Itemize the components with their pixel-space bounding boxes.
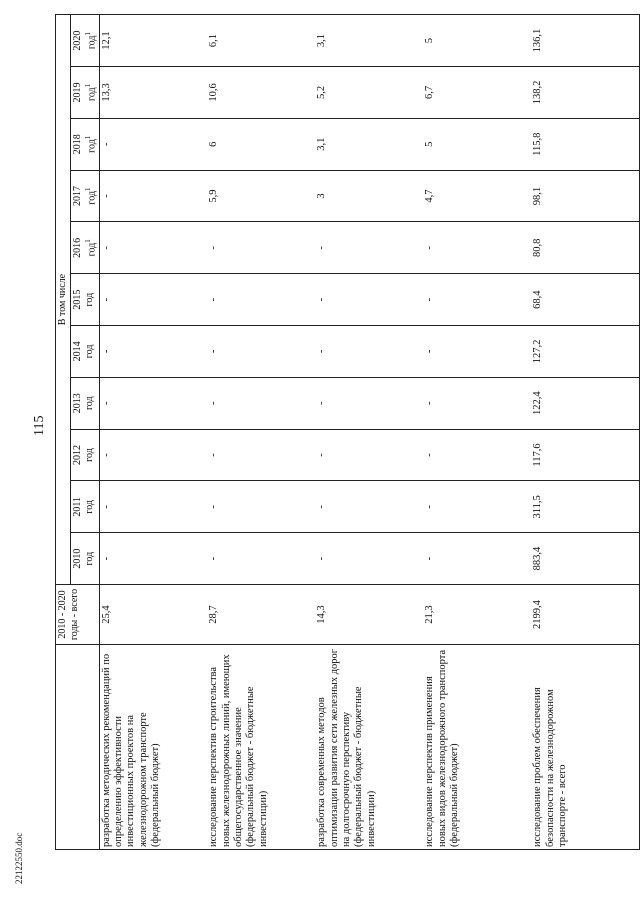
header-year-unit: год bbox=[83, 292, 95, 307]
header-year bbox=[70, 326, 99, 378]
row-year-value: 5 bbox=[423, 15, 531, 67]
row-year-value: - bbox=[423, 222, 531, 274]
row-year-value: 883,4 bbox=[531, 533, 639, 585]
row-year-value: - bbox=[99, 118, 207, 170]
row-total: 2199,4 bbox=[531, 585, 639, 645]
table-row bbox=[423, 15, 531, 850]
row-year-value: - bbox=[207, 326, 315, 378]
row-year-value: - bbox=[99, 326, 207, 378]
header-year-unit: год bbox=[85, 87, 97, 102]
row-year-value: - bbox=[423, 377, 531, 429]
header-year bbox=[70, 533, 99, 585]
header-year-value: 2018 bbox=[71, 134, 83, 155]
header-year-footnote: 1 bbox=[83, 187, 92, 191]
header-year-value: 2012 bbox=[71, 445, 83, 466]
row-year-value: 13,3 bbox=[99, 67, 207, 119]
table-body bbox=[99, 15, 639, 850]
table-row bbox=[207, 15, 315, 850]
funding-table bbox=[55, 14, 640, 850]
row-year-value: - bbox=[99, 222, 207, 274]
row-total: 28,7 bbox=[207, 585, 315, 645]
row-year-value: 80,8 bbox=[531, 222, 639, 274]
header-year-unit: год bbox=[83, 396, 95, 411]
row-year-value: - bbox=[315, 533, 423, 585]
row-year-value: - bbox=[99, 170, 207, 222]
header-year-unit: год bbox=[83, 448, 95, 462]
row-year-value: - bbox=[423, 274, 531, 326]
header-year-unit: год bbox=[83, 344, 95, 359]
row-year-value: - bbox=[315, 326, 423, 378]
row-year-value: 4,7 bbox=[423, 170, 531, 222]
row-year-value: - bbox=[315, 429, 423, 481]
row-year-value: - bbox=[99, 274, 207, 326]
row-year-value: - bbox=[315, 481, 423, 533]
header-year bbox=[70, 67, 99, 119]
header-in-that: В том числе bbox=[56, 15, 71, 585]
header-year-value: 2010 bbox=[71, 548, 83, 569]
header-year bbox=[70, 118, 99, 170]
row-year-value: 6,7 bbox=[423, 67, 531, 119]
row-year-value: 115,8 bbox=[531, 118, 639, 170]
row-total: 14,3 bbox=[315, 585, 423, 645]
row-year-value: - bbox=[315, 274, 423, 326]
footer-filename: 22122550.doc bbox=[14, 832, 24, 884]
row-year-value: 3 bbox=[315, 170, 423, 222]
header-year-unit: год bbox=[85, 242, 97, 257]
header-year-value: 2011 bbox=[71, 496, 83, 517]
row-year-value: 12,1 bbox=[99, 15, 207, 67]
header-year-value: 2013 bbox=[71, 393, 83, 414]
header-year bbox=[70, 15, 99, 67]
header-year-footnote: 1 bbox=[83, 83, 92, 88]
row-label: исследование перспектив применения новых видов железнодорожного транспорта (федеральный бюджет) bbox=[423, 645, 531, 850]
header-year bbox=[70, 429, 99, 481]
row-year-value: - bbox=[423, 481, 531, 533]
row-year-value: - bbox=[207, 481, 315, 533]
row-year-value: - bbox=[423, 533, 531, 585]
row-year-value: - bbox=[423, 326, 531, 378]
header-year-value: 2017 bbox=[71, 186, 83, 207]
header-year bbox=[70, 481, 99, 533]
row-year-value: 6 bbox=[207, 118, 315, 170]
row-year-value: - bbox=[207, 533, 315, 585]
row-total: 25,4 bbox=[99, 585, 207, 645]
header-total: 2010 - 2020 годы - всего bbox=[56, 585, 100, 645]
header-year bbox=[70, 274, 99, 326]
header-year bbox=[70, 377, 99, 429]
row-total: 21,3 bbox=[423, 585, 531, 645]
row-year-value: - bbox=[99, 533, 207, 585]
header-year-footnote: 1 bbox=[83, 239, 92, 243]
rotated-table-container bbox=[55, 15, 625, 850]
table-row bbox=[315, 15, 423, 850]
header-year-value: 2020 bbox=[71, 30, 83, 51]
header-year-value: 2014 bbox=[71, 341, 83, 362]
row-year-value: 68,4 bbox=[531, 274, 639, 326]
row-year-value: - bbox=[99, 377, 207, 429]
row-year-value: 311,5 bbox=[531, 481, 639, 533]
header-year bbox=[70, 222, 99, 274]
row-year-value: - bbox=[423, 429, 531, 481]
row-year-value: - bbox=[207, 274, 315, 326]
row-year-value: 5,2 bbox=[315, 67, 423, 119]
row-year-value: 5,9 bbox=[207, 170, 315, 222]
header-year-unit: год bbox=[85, 190, 97, 205]
header-year-footnote: 1 bbox=[83, 135, 92, 140]
row-label: разработка методических рекомендаций по определению эффективности инвестиционных проектов на железнодорожном транспорте (федеральный бюджет) bbox=[99, 645, 207, 850]
table-row bbox=[99, 15, 207, 850]
row-year-value: 6,1 bbox=[207, 15, 315, 67]
row-year-value: 117,6 bbox=[531, 429, 639, 481]
row-year-value: - bbox=[99, 481, 207, 533]
row-label: исследование перспектив строительства новых железнодорожных линий, имеющих общегосударственное значение (федеральный бюджет - бюджетные инвестиции) bbox=[207, 645, 315, 850]
row-label: исследование проблем обеспечения безопасности на железнодорожном транспорте - всего bbox=[531, 645, 639, 850]
row-year-value: - bbox=[207, 429, 315, 481]
header-year-unit: год bbox=[83, 499, 95, 514]
table-row bbox=[531, 15, 639, 850]
header-year-unit: год bbox=[83, 551, 95, 566]
header-year-unit: год bbox=[85, 35, 97, 50]
header-year-value: 2019 bbox=[71, 82, 83, 103]
row-year-value: 3,1 bbox=[315, 15, 423, 67]
header-year bbox=[70, 170, 99, 222]
row-year-value: 5 bbox=[423, 118, 531, 170]
row-year-value: 3,1 bbox=[315, 118, 423, 170]
row-year-value: 136,1 bbox=[531, 15, 639, 67]
row-year-value: - bbox=[315, 377, 423, 429]
row-year-value: - bbox=[315, 222, 423, 274]
row-year-value: 127,2 bbox=[531, 326, 639, 378]
header-year-footnote: 1 bbox=[83, 32, 92, 36]
header-year-value: 2015 bbox=[71, 289, 83, 310]
row-year-value: 138,2 bbox=[531, 67, 639, 119]
row-year-value: 98,1 bbox=[531, 170, 639, 222]
row-year-value: - bbox=[99, 429, 207, 481]
header-blank bbox=[56, 645, 100, 850]
row-label: разработка современных методов оптимизации развития сети железных дорог на долгосрочную перспективу (федеральный бюджет - бюджетные инвестиции) bbox=[315, 645, 423, 850]
row-year-value: - bbox=[207, 222, 315, 274]
header-year-value: 2016 bbox=[71, 237, 83, 258]
page-number: 115 bbox=[32, 415, 47, 436]
row-year-value: - bbox=[207, 377, 315, 429]
row-year-value: 122,4 bbox=[531, 377, 639, 429]
row-year-value: 10,6 bbox=[207, 67, 315, 119]
header-year-unit: год bbox=[85, 139, 97, 153]
